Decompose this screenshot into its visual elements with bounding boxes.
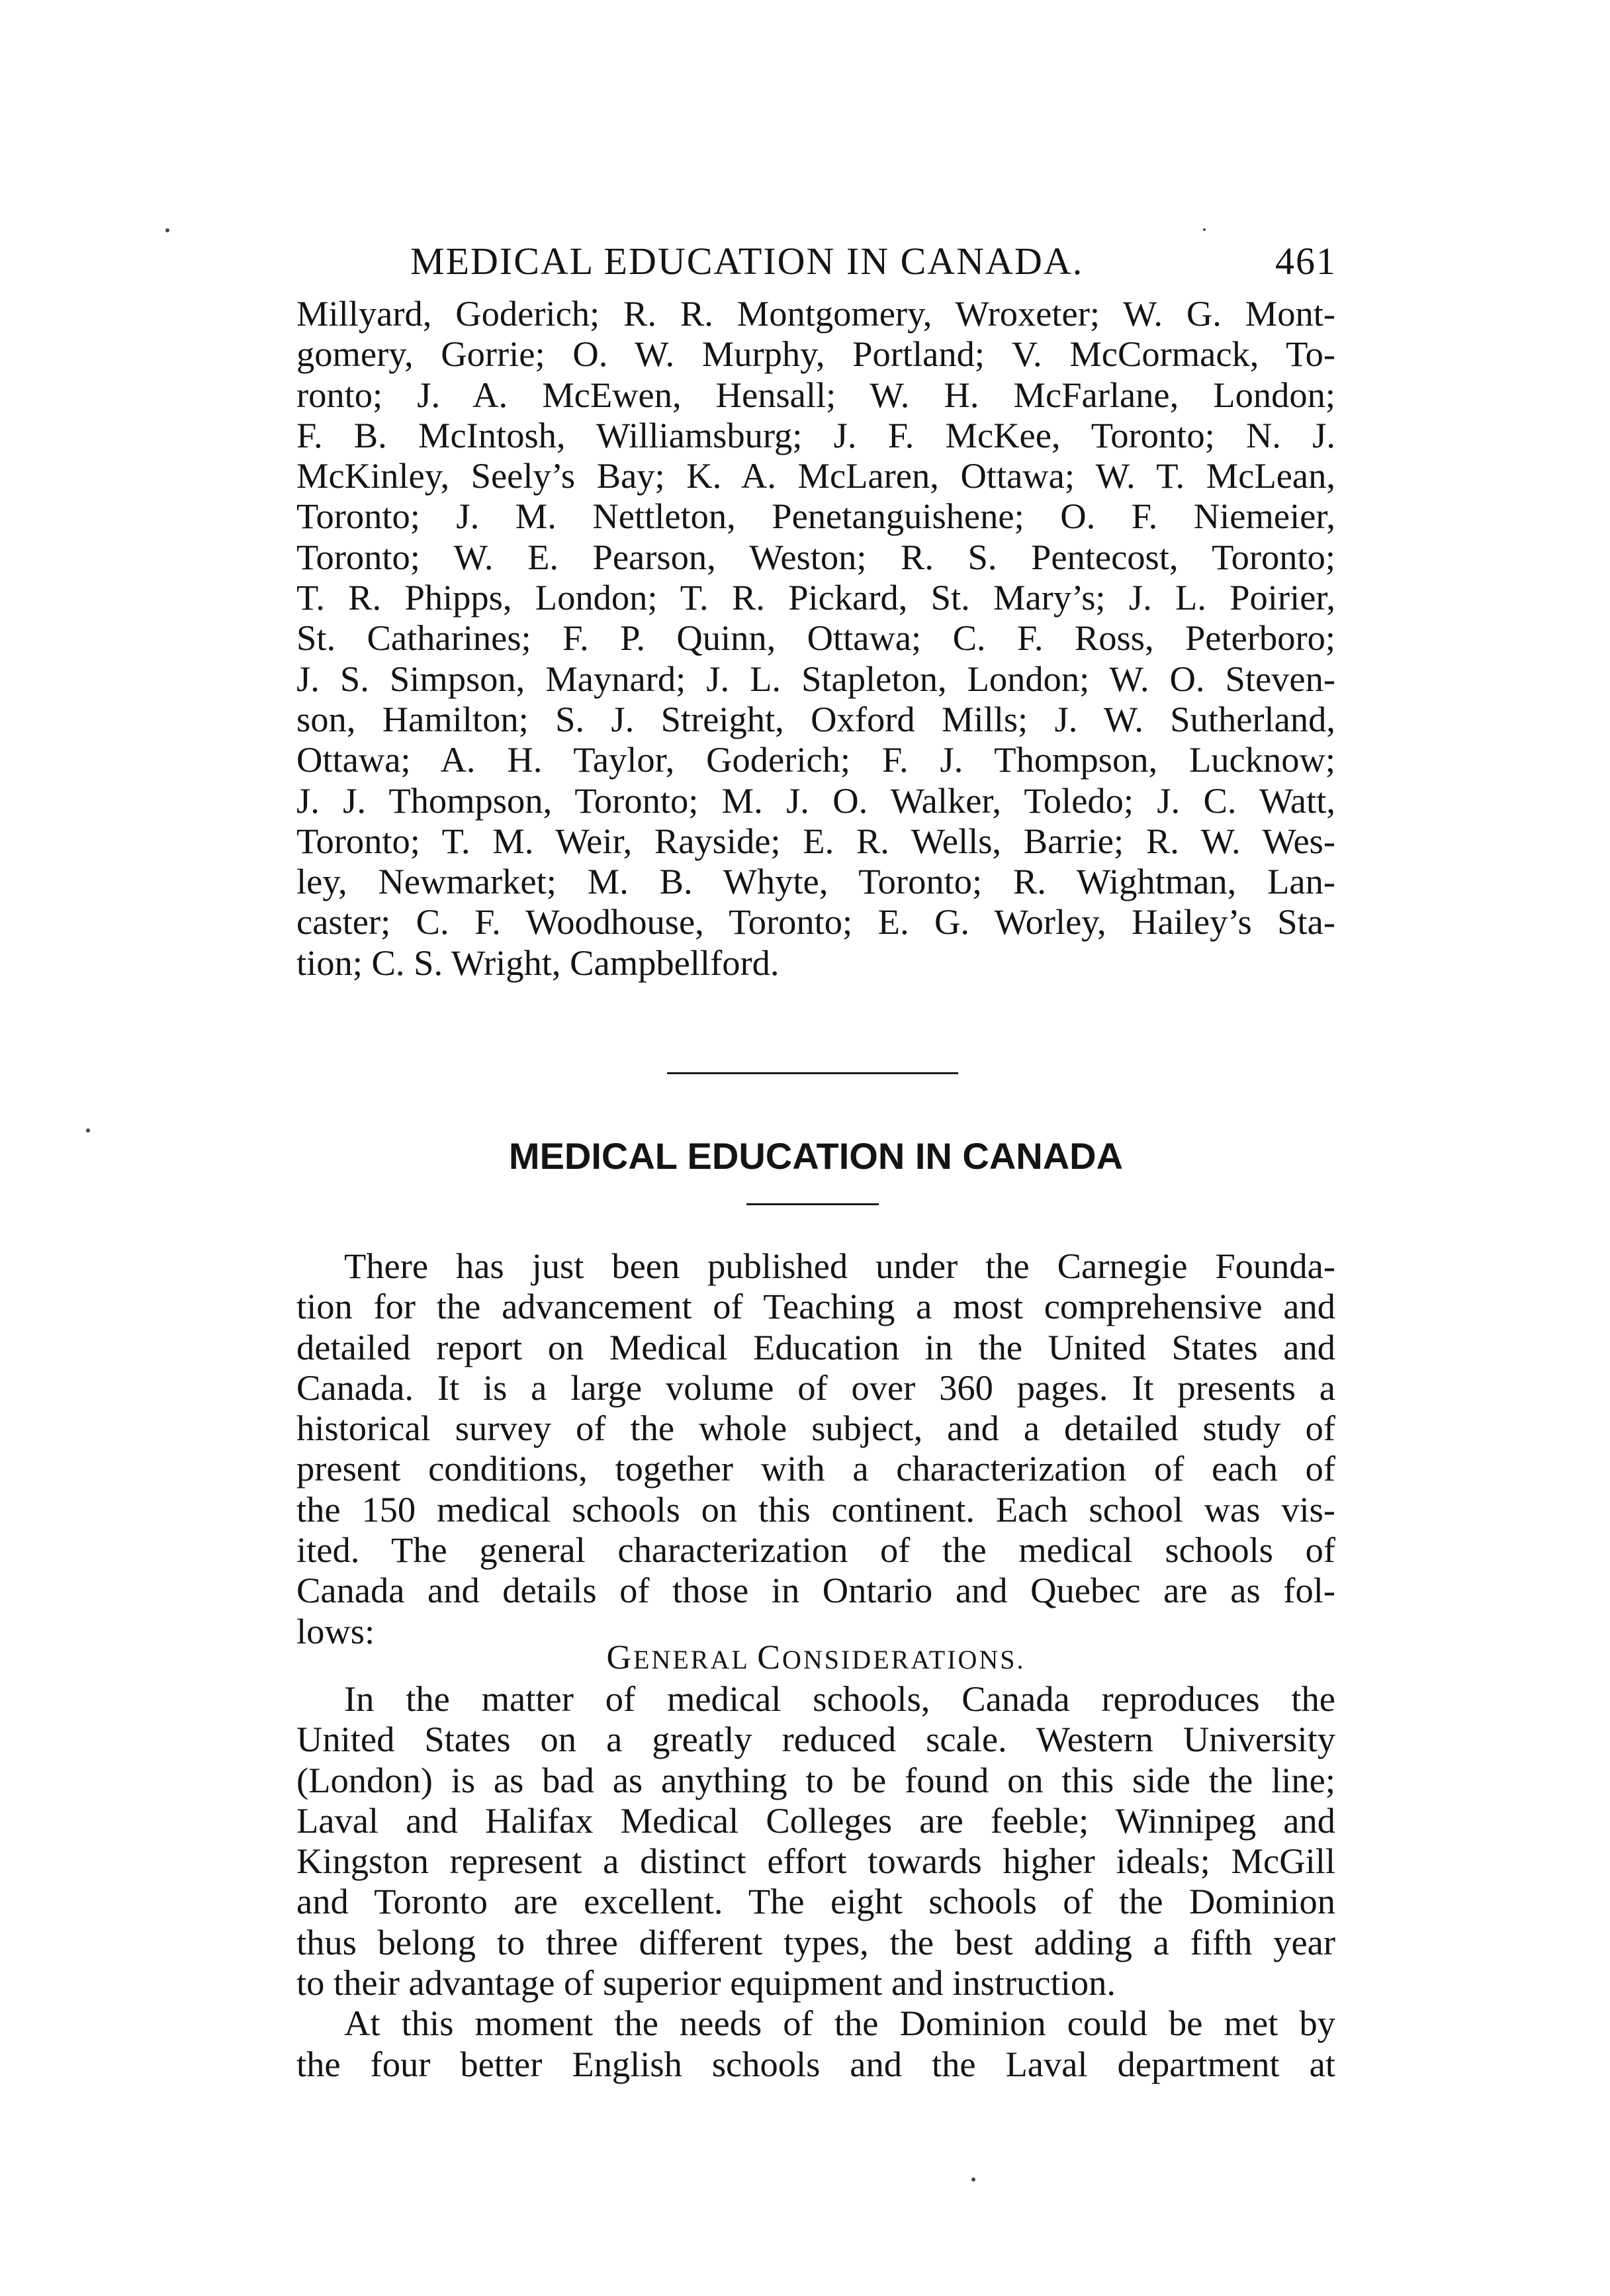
text-line: Toronto; W. E. Pearson, Weston; R. S. Pentecost, Toronto; — [296, 536, 1335, 577]
text-line: Toronto; T. M. Weir, Rayside; E. R. Wells, Barrie; R. W. Wes- — [296, 820, 1335, 861]
text-line: and Toronto are excellent. The eight schools of the Dominion — [296, 1881, 1335, 1922]
text-line: In the matter of medical schools, Canada reproduces the — [344, 1678, 1335, 1719]
text-line: There has just been published under the Carnegie Founda- — [344, 1246, 1335, 1286]
subheading-text: ENERAL — [633, 1645, 749, 1675]
subheading-initial: G — [606, 1639, 633, 1676]
text-line: United States on a greatly reduced scale. Western University — [296, 1719, 1335, 1760]
text-line: detailed report on Medical Education in the United States and — [296, 1326, 1335, 1367]
subheading-initial: C — [757, 1639, 782, 1676]
text-line: tion; C. S. Wright, Campbellford. — [296, 942, 780, 983]
text-line: the 150 medical schools on this continent. Each school was vis- — [296, 1489, 1335, 1530]
text-line: thus belong to three different types, the best adding a fifth year — [296, 1921, 1335, 1962]
text-line: T. R. Phipps, London; T. R. Pickard, St. Mary’s; J. L. Poirier, — [296, 577, 1335, 618]
text-line: St. Catharines; F. P. Quinn, Ottawa; C. F. Ross, Peterboro; — [296, 618, 1335, 659]
running-head — [410, 235, 1337, 288]
text-line: Ottawa; A. H. Taylor, Goderich; F. J. Thompson, Lucknow; — [296, 739, 1335, 780]
scan-speck — [86, 1128, 90, 1132]
text-line: (London) is as bad as anything to be found on this side the line; — [296, 1759, 1335, 1800]
title-underline-rule — [746, 1203, 879, 1205]
considerations-paragraph — [296, 1678, 1335, 2084]
intro-paragraph — [296, 1246, 1335, 1651]
scan-speck — [165, 228, 169, 232]
text-line: ley, Newmarket; M. B. Whyte, Toronto; R. Wightman, Lan- — [296, 861, 1335, 902]
text-line: At this moment the needs of the Dominion could be met by — [344, 2003, 1335, 2044]
text-line: J. S. Simpson, Maynard; J. L. Stapleton, London; W. O. Steven- — [296, 658, 1335, 699]
text-line: F. B. McIntosh, Williamsburg; J. F. McKee, Toronto; N. J. — [296, 414, 1335, 455]
graduates-names-paragraph — [296, 293, 1335, 983]
text-line: McKinley, Seely’s Bay; K. A. McLaren, Ottawa; W. T. McLean, — [296, 455, 1335, 496]
text-line: son, Hamilton; S. J. Streight, Oxford Mills; J. W. Sutherland, — [296, 698, 1335, 739]
text-line: Laval and Halifax Medical Colleges are feeble; Winnipeg and — [296, 1800, 1335, 1841]
text-line: to their advantage of superior equipment and instruction. — [296, 1962, 1116, 2003]
text-line: Toronto; J. M. Nettleton, Penetanguishene; O. F. Niemeier, — [296, 496, 1335, 537]
text-line: gomery, Gorrie; O. W. Murphy, Portland; V. McCormack, To- — [296, 334, 1335, 375]
scan-speck — [1203, 228, 1206, 231]
text-line: lows: — [296, 1610, 375, 1651]
text-line: Kingston represent a distinct effort towards higher ideals; McGill — [296, 1841, 1335, 1882]
text-line: Canada. It is a large volume of over 360 pages. It presents a — [296, 1367, 1335, 1408]
text-line: J. J. Thompson, Toronto; M. J. O. Walker, Toledo; J. C. Watt, — [296, 780, 1335, 821]
section-divider-rule — [667, 1072, 958, 1074]
subheading-general-considerations — [296, 1638, 1335, 1680]
page-number: 461 — [1275, 240, 1337, 283]
scan-speck — [971, 2178, 975, 2181]
subheading-text: ONSIDERATIONS. — [782, 1645, 1026, 1675]
running-head-title: MEDICAL EDUCATION IN CANADA. — [410, 240, 1084, 283]
section-title: MEDICAL EDUCATION IN CANADA — [508, 1135, 1124, 1177]
text-line: ited. The general characterization of the medical schools of — [296, 1530, 1335, 1571]
text-line: the four better English schools and the Laval department at — [296, 2043, 1335, 2084]
text-line: ronto; J. A. McEwen, Hensall; W. H. McFarlane, London; — [296, 374, 1335, 415]
text-line: Millyard, Goderich; R. R. Montgomery, Wroxeter; W. G. Mont- — [296, 293, 1335, 334]
text-line: historical survey of the whole subject, and a detailed study of — [296, 1408, 1335, 1449]
text-line: present conditions, together with a characterization of each of — [296, 1448, 1335, 1489]
text-line: Canada and details of those in Ontario and Quebec are as fol- — [296, 1570, 1335, 1611]
text-line: tion for the advancement of Teaching a most comprehensive and — [296, 1286, 1335, 1327]
text-line: caster; C. F. Woodhouse, Toronto; E. G. Worley, Hailey’s Sta- — [296, 901, 1335, 942]
